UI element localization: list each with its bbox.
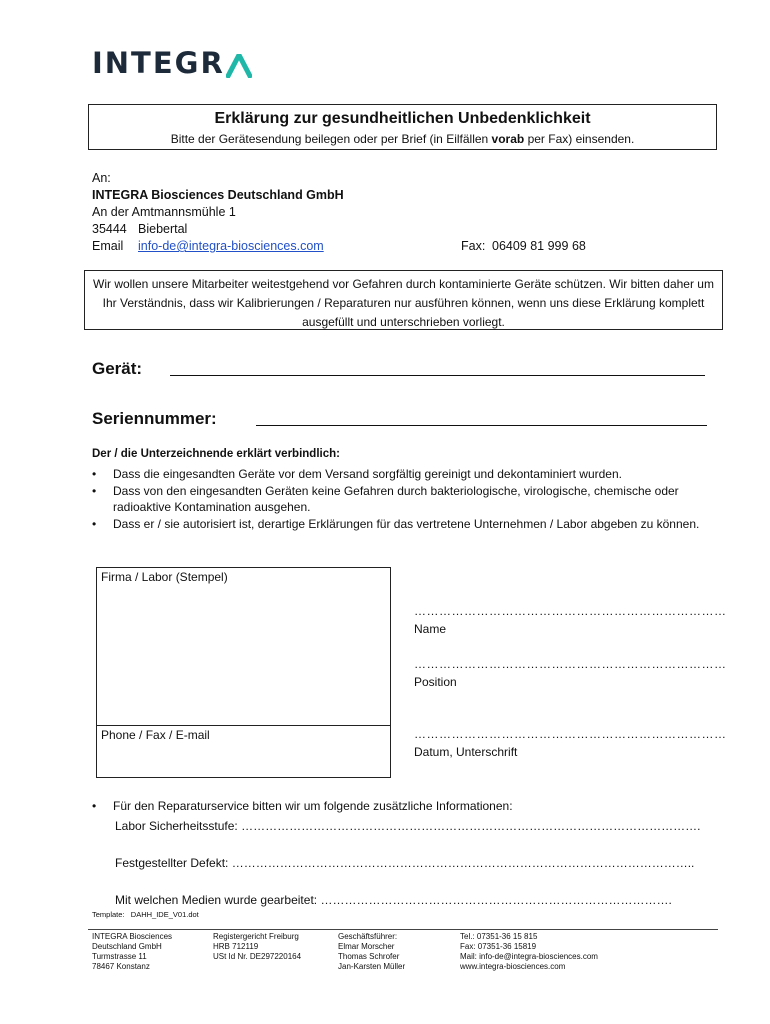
list-item: • Dass von den eingesandten Geräten keine Gefahren durch bakteriologische, virologische, chemische oder radioaktive Kontamination ausgehen. bbox=[92, 483, 679, 514]
date-signature-label: Datum, Unterschrift bbox=[414, 745, 518, 759]
defect-field[interactable]: Festgestellter Defekt: …………………………………………………………………………………………………….. bbox=[115, 856, 695, 870]
stamp-box[interactable] bbox=[96, 567, 391, 778]
device-label: Gerät: bbox=[92, 359, 143, 378]
list-item: • Dass er / sie autorisiert ist, derartige Erklärungen für das vertretene Unternehmen / Labor abgeben zu können. bbox=[92, 516, 700, 531]
email-link[interactable]: info-de@integra-biosciences.com bbox=[138, 239, 324, 253]
footer-contact: Tel.: 07351-36 15 815 Fax: 07351-36 15819 Mail: info-de@integra-biosciences.com www.integra-biosciences.com bbox=[460, 932, 598, 971]
footer-register: Registergericht Freiburg HRB 712119 USt Id Nr. DE297220164 bbox=[213, 932, 302, 961]
safety-level-field[interactable]: Labor Sicherheitsstufe: ……………………………………………………………………………………………………. bbox=[115, 819, 701, 833]
serial-label: Seriennummer: bbox=[92, 409, 217, 428]
device-input-line[interactable] bbox=[170, 375, 705, 376]
list-item: • Dass die eingesandten Geräte vor dem Versand sorgfältig gereinigt und dekontaminiert wurden. bbox=[92, 467, 622, 481]
media-field[interactable]: Mit welchen Medien wurde gearbeitet: ……………………………………………………………………………. bbox=[115, 893, 672, 907]
declaration-list bbox=[92, 466, 724, 532]
stamp-contact-label: Phone / Fax / E-mail bbox=[101, 728, 210, 742]
footer-divider bbox=[88, 929, 718, 930]
declaration-heading: Der / die Unterzeichnende erklärt verbindlich: bbox=[92, 448, 340, 460]
serial-input-line[interactable] bbox=[256, 425, 707, 426]
email-label: Email bbox=[92, 239, 124, 253]
name-input-line[interactable]: ………………………………………………………………… bbox=[414, 604, 727, 618]
document-subtitle: Bitte der Gerätesendung beilegen oder per Brief (in Eilfällen vorab per Fax) einsenden. bbox=[170, 132, 635, 146]
fax-number: 06409 81 999 68 bbox=[492, 239, 586, 253]
repair-intro: • Für den Reparaturservice bitten wir um folgende zusätzliche Informationen: bbox=[92, 799, 513, 813]
name-label: Name bbox=[414, 622, 447, 636]
template-note: Template: DAHH_IDE_V01.dot bbox=[92, 910, 199, 919]
stamp-company-label: Firma / Labor (Stempel) bbox=[101, 570, 228, 584]
document-title: Erklärung zur gesundheitlichen Unbedenklichkeit bbox=[214, 110, 591, 127]
footer-management: Geschäftsführer: Elmar Morscher Thomas Schrofer Jan-Karsten Müller bbox=[338, 932, 406, 971]
signature-input-line[interactable]: ………………………………………………………………… bbox=[414, 727, 727, 741]
position-input-line[interactable]: ………………………………………………………………… bbox=[414, 657, 727, 671]
repair-info bbox=[92, 797, 732, 909]
address-to-label: An: bbox=[92, 171, 111, 185]
footer-company: INTEGRA Biosciences Deutschland GmbH Turmstrasse 11 78467 Konstanz bbox=[92, 932, 173, 971]
address-city: Biebertal bbox=[138, 222, 188, 236]
address-street: An der Amtmannsmühle 1 bbox=[92, 205, 236, 219]
position-label: Position bbox=[414, 675, 457, 689]
title-box bbox=[88, 104, 717, 150]
address-company: INTEGRA Biosciences Deutschland GmbH bbox=[92, 188, 344, 202]
fax-label: Fax: bbox=[461, 239, 486, 253]
logo-text: INTEGR bbox=[92, 46, 225, 80]
stamp-divider bbox=[97, 725, 390, 726]
address-zip: 35444 bbox=[92, 222, 127, 236]
notice-box: Wir wollen unsere Mitarbeiter weitestgehend vor Gefahren durch kontaminierte Geräte schützen. Wir bitten daher um Ihr Verständnis, dass wir Kalibrierungen / Reparaturen nur ausführen können, wenn uns diese Erklärung komplett ausgefüllt und unterschrieben vorliegt. bbox=[84, 270, 723, 330]
logo-accent-a-icon bbox=[226, 54, 252, 78]
integra-logo bbox=[92, 46, 252, 80]
